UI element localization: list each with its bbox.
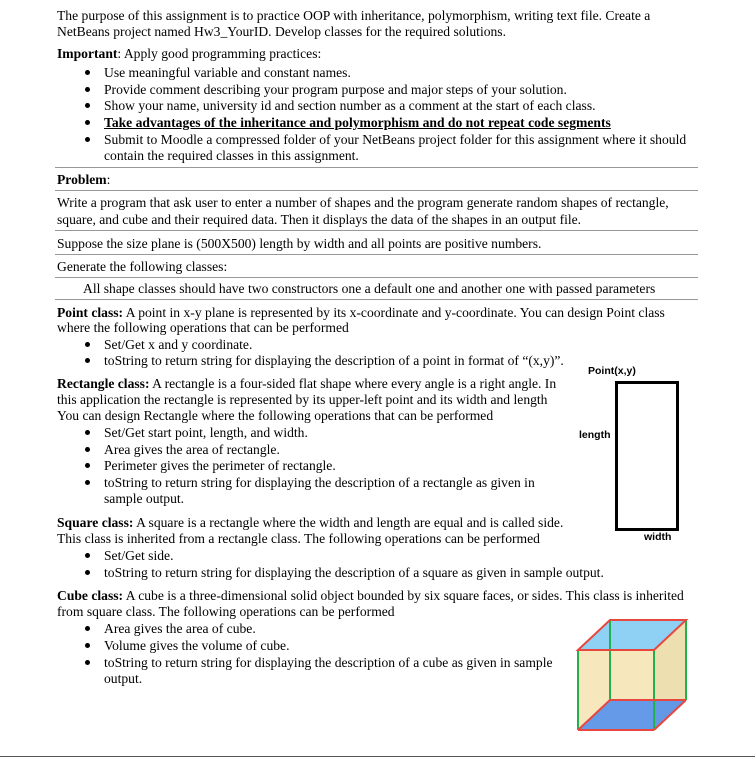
divider [55, 230, 698, 231]
cube-line [57, 588, 684, 604]
problem-line: square, and cube and their required data. Then it displays the data of the shapes in an output file. [57, 212, 582, 227]
square-label: Square class: [57, 515, 134, 530]
problem-generate: Generate the following classes: [57, 259, 228, 274]
rectangle-line [57, 376, 556, 392]
problem-plane: Suppose the size plane is (500X500) length by width and all points are positive numbers. [57, 236, 542, 251]
problem-heading [57, 172, 110, 188]
intro-line: NetBeans project named Hw3_YourID. Develop classes for the required solutions. [57, 24, 506, 39]
problem-label: Problem [57, 172, 107, 187]
divider [55, 190, 698, 191]
diagram-length-label: length [579, 429, 611, 441]
cube-bullet: Area gives the area of cube. [104, 621, 256, 636]
rectangle-bullet-continued: sample output. [104, 491, 185, 506]
cube-illustration [570, 612, 692, 736]
problem-colon: : [106, 172, 111, 187]
point-line [57, 305, 665, 321]
important-bullet: Show your name, university id and section number as a comment at the start of each class. [104, 98, 596, 113]
important-bullet: Submit to Moodle a compressed folder of your NetBeans project folder for this assignment where it should [104, 132, 687, 147]
point-bullet: toString to return string for displaying the description of a point in format of “(x,y)”. [104, 353, 564, 368]
cube-bullet: toString to return string for displaying the description of a cube as given in sample [104, 655, 553, 670]
rectangle-bullet: Perimeter gives the perimeter of rectangle. [104, 458, 336, 473]
point-line: where the following operations that can be performed [57, 320, 349, 335]
important-heading [57, 46, 321, 62]
cube-bullet-continued: output. [104, 671, 143, 686]
diagram-point-label: Point(x,y) [588, 365, 636, 377]
problem-constructors: All shape classes should have two constructors one a default one and another one with passed parameters [83, 281, 656, 296]
square-bullet: toString to return string for displaying the description of a square as given in sample output. [104, 565, 604, 580]
divider [55, 299, 698, 300]
rectangle-bullet: toString to return string for displaying the description of a rectangle as given in [104, 475, 535, 490]
diagram-width-label: width [644, 531, 672, 543]
important-bullet-emphasis: Take advantages of the inheritance and polymorphism and do not repeat code segments [104, 115, 611, 130]
rectangle-line: this application the rectangle is represented by its upper-left point and its width and length [57, 392, 548, 407]
problem-line: Write a program that ask user to enter a number of shapes and the program generate random shapes of rectangle, [57, 195, 669, 210]
important-bullet-continued: contain the required classes in this assignment. [104, 148, 359, 163]
rectangle-line: You can design Rectangle where the following operations that can be performed [57, 408, 494, 423]
divider [55, 167, 698, 168]
square-line [57, 515, 563, 531]
point-bullet: Set/Get x and y coordinate. [104, 337, 253, 352]
cube-text: A cube is a three-dimensional solid object bounded by six square faces, or sides. This class is inherited [123, 588, 684, 603]
important-bullet: Provide comment describing your program purpose and major steps of your solution. [104, 82, 567, 97]
cube-bullet: Volume gives the volume of cube. [104, 638, 290, 653]
square-text: A square is a rectangle where the width and length are equal and is called side. [133, 515, 564, 530]
cube-label: Cube class: [57, 588, 124, 603]
square-bullet: Set/Get side. [104, 548, 174, 563]
rectangle-diagram [615, 381, 679, 531]
important-label: Important [57, 46, 118, 61]
point-text: A point in x-y plane is represented by its x-coordinate and y-coordinate. You can design Point class [123, 305, 665, 320]
point-label: Point class: [57, 305, 124, 320]
rectangle-label: Rectangle class: [57, 376, 150, 391]
divider [55, 277, 698, 278]
cube-line: from square class. The following operations can be performed [57, 604, 395, 619]
rectangle-bullet: Area gives the area of rectangle. [104, 442, 280, 457]
intro-line: The purpose of this assignment is to practice OOP with inheritance, polymorphism, writing text file. Create a [57, 8, 651, 23]
important-text: : Apply good programming practices: [117, 46, 322, 61]
square-line: This class is inherited from a rectangle class. The following operations can be performed [57, 531, 540, 546]
divider [55, 254, 698, 255]
rectangle-text: A rectangle is a four-sided flat shape where every angle is a right angle. In [149, 376, 557, 391]
important-bullet: Use meaningful variable and constant names. [104, 65, 351, 80]
rectangle-bullet: Set/Get start point, length, and width. [104, 425, 308, 440]
page-bottom-rule [0, 756, 755, 757]
